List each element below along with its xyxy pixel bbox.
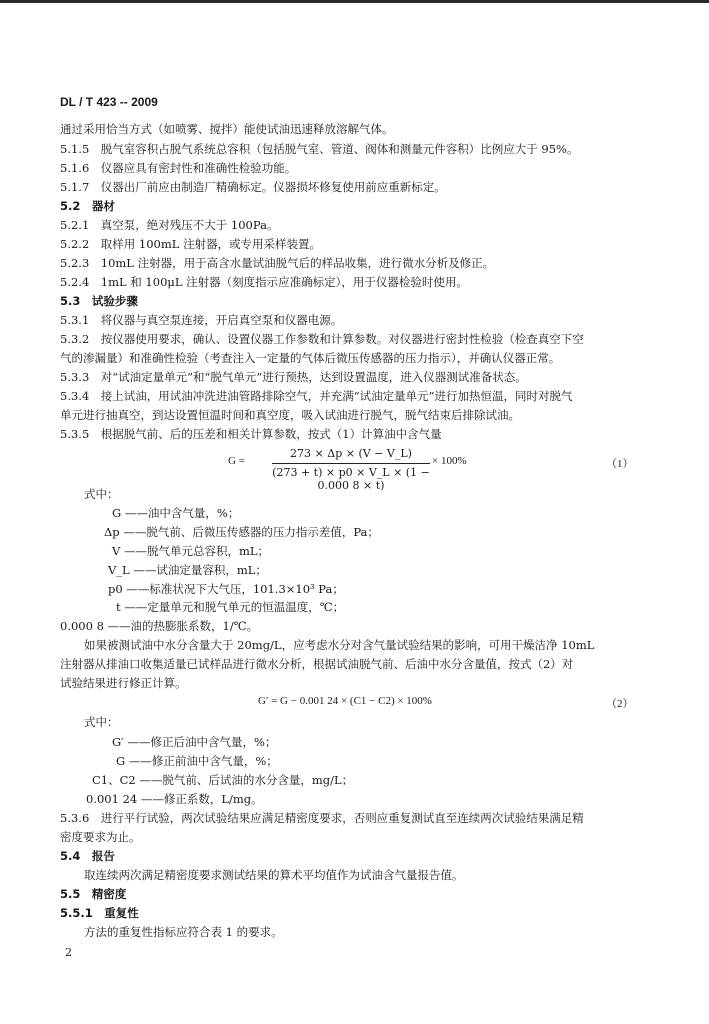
clause-5-1-5: 5.1.5 脱气室容积占脱气系统总容积（包括脱气室、管道、阀体和测量元件容积）比例应大于 95%。 [60, 142, 579, 156]
equation-1-lhs: G = [228, 455, 245, 467]
text-line: 单元进行抽真空，到达设置恒温时间和真空度，吸入试油进行脱气，脱气结束后排除试油。 [60, 408, 520, 422]
clause-5-2-1: 5.2.1 真空泵，绝对残压不大于 100Pa。 [60, 218, 279, 232]
text-line: 取连续两次满足精密度要求测试结果的算术平均值作为试油含气量报告值。 [84, 868, 464, 882]
equation-1-label: （1） [606, 458, 634, 470]
clause-5-2-4: 5.2.4 1mL 和 100μL 注射器（刻度指示应准确标定），用于仪器检验时使用。 [60, 275, 468, 289]
page-number: 2 [65, 946, 72, 959]
variable-def: 0.000 8 ——油的热膨胀系数，1/℃。 [60, 619, 259, 633]
equation-1-tail: × 100% [432, 455, 467, 467]
variable-def: G ——修正前油中含气量，%； [116, 754, 278, 768]
clause-5-3-2: 5.3.2 按仪器使用要求，确认、设置仪器工作参数和计算参数。对仪器进行密封性检验（检查真空下空 [60, 332, 584, 346]
equation-1-numerator: 273 × Δp × (V − V_L) [290, 447, 412, 460]
text-line: 试验结果进行修正计算。 [60, 676, 187, 690]
clause-5-3-5: 5.3.5 根据脱气前、后的压差和相关计算参数，按式（1）计算油中含气量 [60, 427, 442, 441]
clause-5-3-3: 5.3.3 对“试油定量单元”和“脱气单元”进行预热，达到设置温度，进入仪器测试准备状态。 [60, 370, 527, 384]
clause-5-3-4: 5.3.4 接上试油，用试油冲洗进油管路排除空气，并充满“试油定量单元”进行加热恒温，同时对脱气 [60, 389, 573, 403]
variable-def: V_L ——试油定量容积，mL； [108, 563, 267, 577]
section-5-2-heading: 5.2 器材 [60, 199, 115, 213]
variable-def: G ——油中含气量，%； [112, 506, 240, 520]
variable-def: 0.001 24 ——修正系数，L/mg。 [86, 792, 263, 806]
clause-5-3-6: 5.3.6 进行平行试验，两次试验结果应满足精密度要求，否则应重复测试直至连续两次试验结果满足精 [60, 811, 584, 825]
equation-1-denominator: (273 + t) × p0 × V_L × (1 − 0.000 8 × t) [272, 466, 430, 492]
top-rule [0, 0, 709, 3]
variable-def: Δp ——脱气前、后微压传感器的压力指示差值，Pa； [104, 525, 379, 539]
variable-def: V ——脱气单元总容积，mL； [112, 544, 270, 558]
clause-5-2-2: 5.2.2 取样用 100mL 注射器，或专用采样装置。 [60, 237, 322, 251]
variable-def: C1、C2 ——脱气前、后试油的水分含量，mg/L； [92, 773, 354, 787]
text-line: 气的渗漏量）和准确性检验（考查注入一定量的气体后微压传感器的压力指示），并确认仪器正常。 [60, 351, 561, 365]
text-line: 通过采用恰当方式（如喷雾、搅拌）能使试油迅速释放溶解气体。 [60, 122, 394, 136]
fraction-bar [272, 463, 430, 464]
variable-def: p0 ——标准状况下大气压，101.3×10³ Pa； [108, 582, 344, 596]
text-line: 如果被测试油中水分含量大于 20mg/L，应考虑水分对含气量试验结果的影响，可用干燥洁净 10mL [84, 638, 595, 652]
document-code: DL / T 423 -- 2009 [60, 95, 158, 109]
equation-2: G′ = G − 0.001 24 × (C1 − C2) × 100% [258, 695, 432, 707]
clause-5-2-3: 5.2.3 10mL 注射器，用于高含水量试油脱气后的样品收集，进行微水分析及修正。 [60, 256, 495, 270]
clause-5-3-1: 5.3.1 将仪器与真空泵连接，开启真空泵和仪器电源。 [60, 313, 343, 327]
section-5-3-heading: 5.3 试验步骤 [60, 294, 138, 308]
clause-5-1-6: 5.1.6 仪器应具有密封性和准确性检验功能。 [60, 161, 297, 175]
variable-def: G′ ——修正后油中含气量，%； [112, 735, 277, 749]
where-label: 式中： [84, 715, 119, 729]
clause-5-5-1-heading: 5.5.1 重复性 [60, 906, 139, 920]
clause-5-1-7: 5.1.7 仪器出厂前应由制造厂精确标定。仪器损坏修复使用前应重新标定。 [60, 180, 446, 194]
section-5-5-heading: 5.5 精密度 [60, 887, 127, 901]
text-line: 注射器从排油口收集适量已试样品进行微水分析，根据试油脱气前、后油中水分含量值，按式（2）对 [60, 657, 574, 671]
equation-1-fraction [272, 447, 430, 492]
text-line: 密度要求为止。 [60, 830, 141, 844]
equation-2-label: （2） [606, 698, 634, 710]
where-label: 式中： [84, 487, 119, 501]
variable-def: t ——定量单元和脱气单元的恒温温度，℃； [116, 600, 345, 614]
section-5-4-heading: 5.4 报告 [60, 849, 115, 863]
text-line: 方法的重复性指标应符合表 1 的要求。 [84, 925, 283, 939]
